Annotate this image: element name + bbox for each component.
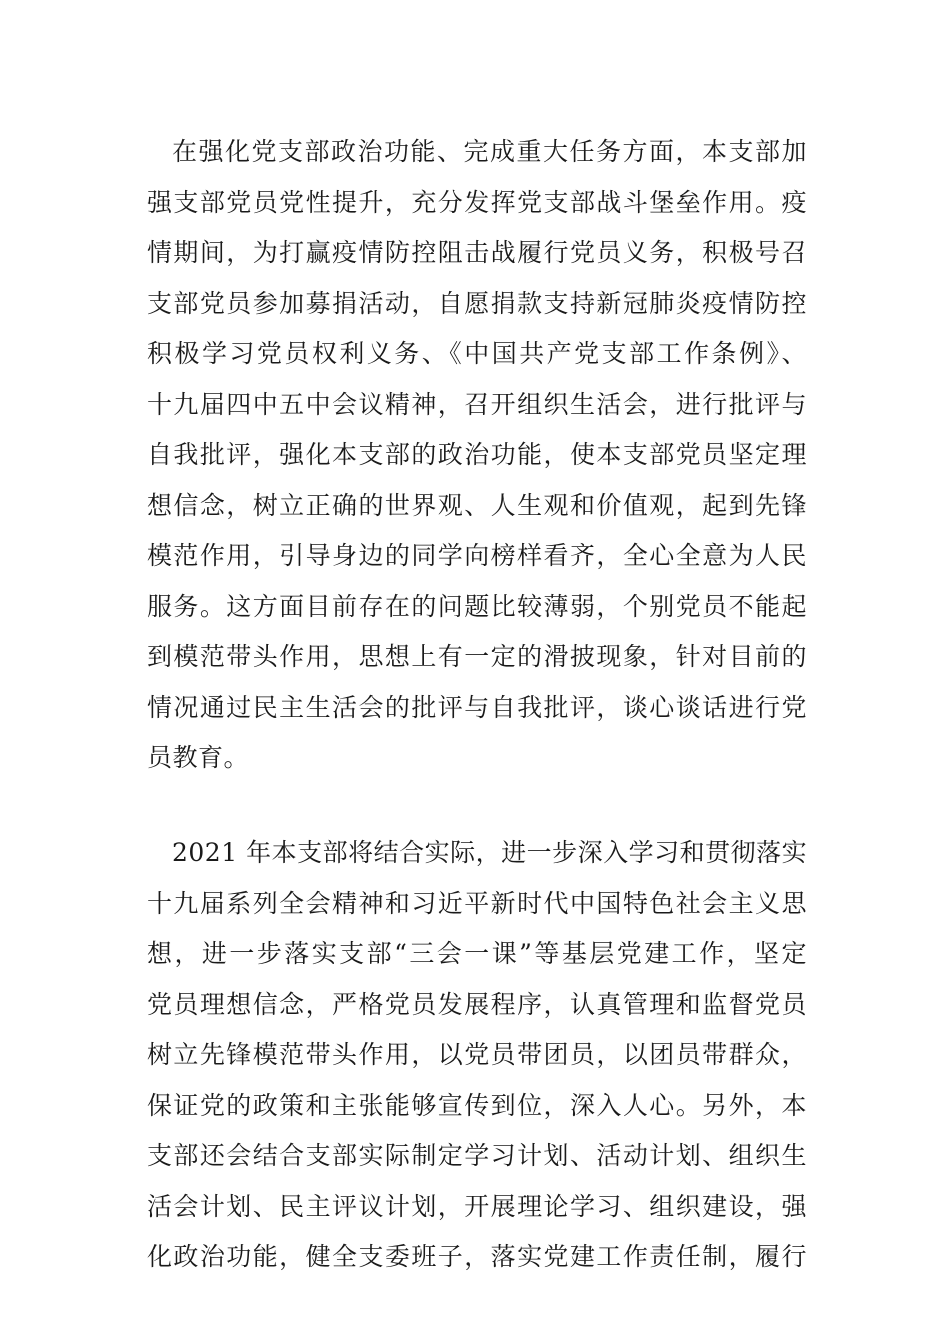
text-line: 保证党的政策和主张能够宣传到位，深入人心。另外，本 — [147, 1090, 807, 1120]
text-line: 在强化党支部政治功能、完成重大任务方面，本支部加 — [172, 137, 807, 166]
text-line: 十九届系列全会精神和习近平新时代中国特色社会主义思 — [147, 888, 807, 918]
text-line: 员教育。 — [147, 743, 250, 772]
text-line: 服务。这方面目前存在的问题比较薄弱，个别党员不能起 — [147, 591, 807, 621]
text-line: 积极学习党员权利义务、《中国共产党支部工作条例》、 — [147, 339, 807, 368]
text-line: 自我批评，强化本支部的政治功能，使本支部党员坚定理 — [147, 440, 807, 469]
text-line: 树立先锋模范带头作用，以党员带团员，以团员带群众， — [147, 1040, 807, 1069]
text-line: 情期间，为打赢疫情防控阻击战履行党员义务，积极号召 — [147, 238, 807, 267]
text-line: 党员理想信念，严格党员发展程序，认真管理和监督党员 — [147, 989, 807, 1019]
text-line: 到模范带头作用，思想上有一定的滑披现象，针对目前的 — [147, 642, 807, 671]
text-line: 化政治功能，健全支委班子，落实党建工作责任制，履行 — [147, 1242, 807, 1271]
paragraph-political-function — [147, 127, 807, 784]
text-line: 想信念，树立正确的世界观、人生观和价值观，起到先锋 — [147, 490, 807, 520]
text-line: 十九届四中五中会议精神，召开组织生活会，进行批评与 — [147, 389, 807, 419]
text-line: 想，进一步落实支部“三会一课”等基层党建工作，坚定 — [147, 939, 807, 968]
text-line: 2021 年本支部将结合实际，进一步深入学习和贯彻落实 — [172, 838, 808, 867]
text-line: 支部还会结合支部实际制定学习计划、活动计划、组织生 — [147, 1141, 807, 1170]
text-line: 情况通过民主生活会的批评与自我批评，谈心谈话进行党 — [147, 692, 807, 722]
text-line: 活会计划、民主评议计划，开展理论学习、组织建设，强 — [147, 1191, 807, 1221]
text-line: 强支部党员党性提升，充分发挥党支部战斗堡垒作用。疫 — [147, 187, 807, 217]
text-line: 模范作用，引导身边的同学向榜样看齐，全心全意为人民 — [147, 541, 807, 570]
paragraph-2021-plan — [147, 828, 807, 1283]
text-line: 支部党员参加募捐活动，自愿捐款支持新冠肺炎疫情防控 — [147, 288, 807, 318]
